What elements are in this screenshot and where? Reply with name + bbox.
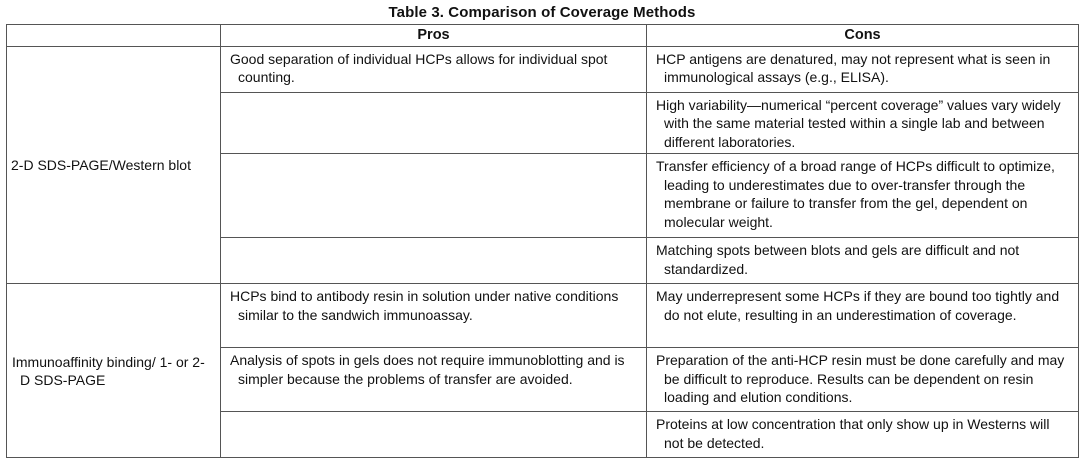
cons-text: Matching spots between blots and gels are difficult and not standardized. (656, 242, 1020, 277)
header-pros: Pros (221, 25, 647, 47)
cons-text: HCP antigens are denatured, may not represent what is seen in immunological assays (e.g., ELISA). (656, 50, 1051, 85)
table-row (7, 284, 1079, 348)
pros-cell (221, 92, 647, 154)
pros-cell (221, 284, 647, 348)
coverage-methods-table (6, 24, 1079, 458)
pros-cell (221, 348, 647, 412)
cons-text: May underrepresent some HCPs if they are bound too tightly and do not elute, resulting in an underestimation of coverage. (656, 288, 1060, 323)
cons-text: High variability—numerical “percent coverage” values vary widely with the same material tested within a single lab and between different laboratories. (656, 96, 1061, 150)
cons-cell (647, 238, 1079, 284)
cons-text: Proteins at low concentration that only show up in Westerns will not be detected. (656, 416, 1050, 451)
pros-cell (221, 412, 647, 458)
cons-text: Transfer efficiency of a broad range of HCPs difficult to optimize, leading to underestimates due to over-transfer through the membrane or failure to transfer from the gel, dependent on molecular weight. (656, 158, 1055, 230)
header-method (7, 25, 221, 47)
method-text: Immunoaffinity binding/ 1- or 2-D SDS-PAGE (12, 353, 205, 388)
table-caption: Table 3. Comparison of Coverage Methods (388, 4, 696, 21)
header-cons: Cons (647, 25, 1079, 47)
cons-cell (647, 154, 1079, 238)
pros-text: Analysis of spots in gels does not require immunoblotting and is simpler because the problems of transfer are avoided. (230, 352, 625, 387)
cons-cell (647, 92, 1079, 154)
table-row (7, 46, 1079, 92)
cons-cell (647, 46, 1079, 92)
coverage-methods-table-container (6, 0, 1078, 458)
cons-cell (647, 348, 1079, 412)
pros-cell (221, 46, 647, 92)
cons-cell (647, 412, 1079, 458)
pros-cell (221, 238, 647, 284)
cons-cell (647, 284, 1079, 348)
pros-cell (221, 154, 647, 238)
header-row (7, 25, 1079, 47)
method-cell (7, 284, 221, 458)
pros-text: HCPs bind to antibody resin in solution under native conditions similar to the sandwich immunoassay. (230, 288, 619, 323)
cons-text: Preparation of the anti-HCP resin must be done carefully and may be difficult to reproduce. Results can be dependent on resin loading and elution conditions. (656, 352, 1065, 405)
pros-text: Good separation of individual HCPs allows for individual spot counting. (230, 50, 608, 85)
method-cell: 2-D SDS-PAGE/Western blot (7, 46, 221, 284)
